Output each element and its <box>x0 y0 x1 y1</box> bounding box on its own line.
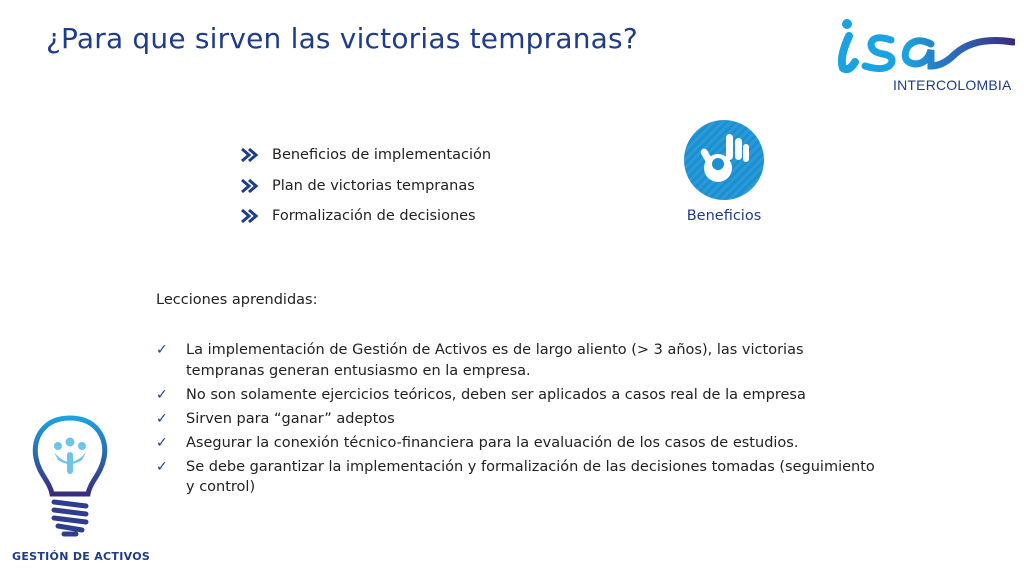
ok-hand-icon <box>682 118 766 202</box>
bullet-text: Beneficios de implementación <box>272 147 492 164</box>
list-item <box>156 457 876 498</box>
list-item <box>240 171 491 202</box>
list-item <box>240 201 491 232</box>
bullet-text: Plan de victorias tempranas <box>272 177 475 194</box>
isa-intercolombia-logo <box>835 14 1015 98</box>
bullet-text: Formalización de decisiones <box>272 208 476 225</box>
list-item <box>156 385 876 406</box>
lessons-heading: Lecciones aprendidas: <box>156 292 318 308</box>
lesson-text: Se debe garantizar la implementación y formalización de las decisiones tomadas (seguimiento y control) <box>186 458 875 495</box>
double-chevron-icon <box>240 147 260 163</box>
double-chevron-icon <box>240 178 260 194</box>
list-item <box>156 433 876 454</box>
checkmark-icon: ✓ <box>156 386 168 403</box>
list-item <box>240 140 491 171</box>
lessons-list <box>156 340 876 501</box>
asset-management-badge <box>20 412 120 542</box>
lesson-text: Sirven para “ganar” adeptos <box>186 410 395 427</box>
logo-subtitle: INTERCOLOMBIA <box>893 77 1012 93</box>
checkmark-icon: ✓ <box>156 434 168 451</box>
double-chevron-icon <box>240 208 260 224</box>
lesson-text: La implementación de Gestión de Activos es de largo aliento (> 3 años), las victorias tempranas generan entusiasmo en la empresa. <box>186 342 804 379</box>
bullet-list <box>240 140 491 232</box>
list-item <box>156 340 876 381</box>
lesson-text: Asegurar la conexión técnico-financiera para la evaluación de los casos de estudios. <box>186 434 799 451</box>
checkmark-icon: ✓ <box>156 458 168 475</box>
asset-management-label: GESTIÓN DE ACTIVOS <box>12 550 151 563</box>
checkmark-icon: ✓ <box>156 342 168 358</box>
slide-title: ¿Para que sirven las victorias tempranas? <box>46 22 638 55</box>
list-item <box>156 409 876 430</box>
benefits-label: Beneficios <box>686 208 762 224</box>
lightbulb-icon <box>20 412 120 542</box>
benefits-badge <box>678 118 770 224</box>
checkmark-icon: ✓ <box>156 410 168 427</box>
lesson-text: No son solamente ejercicios teóricos, deben ser aplicados a casos real de la empresa <box>186 386 806 403</box>
isa-wordmark-icon <box>835 14 1015 76</box>
